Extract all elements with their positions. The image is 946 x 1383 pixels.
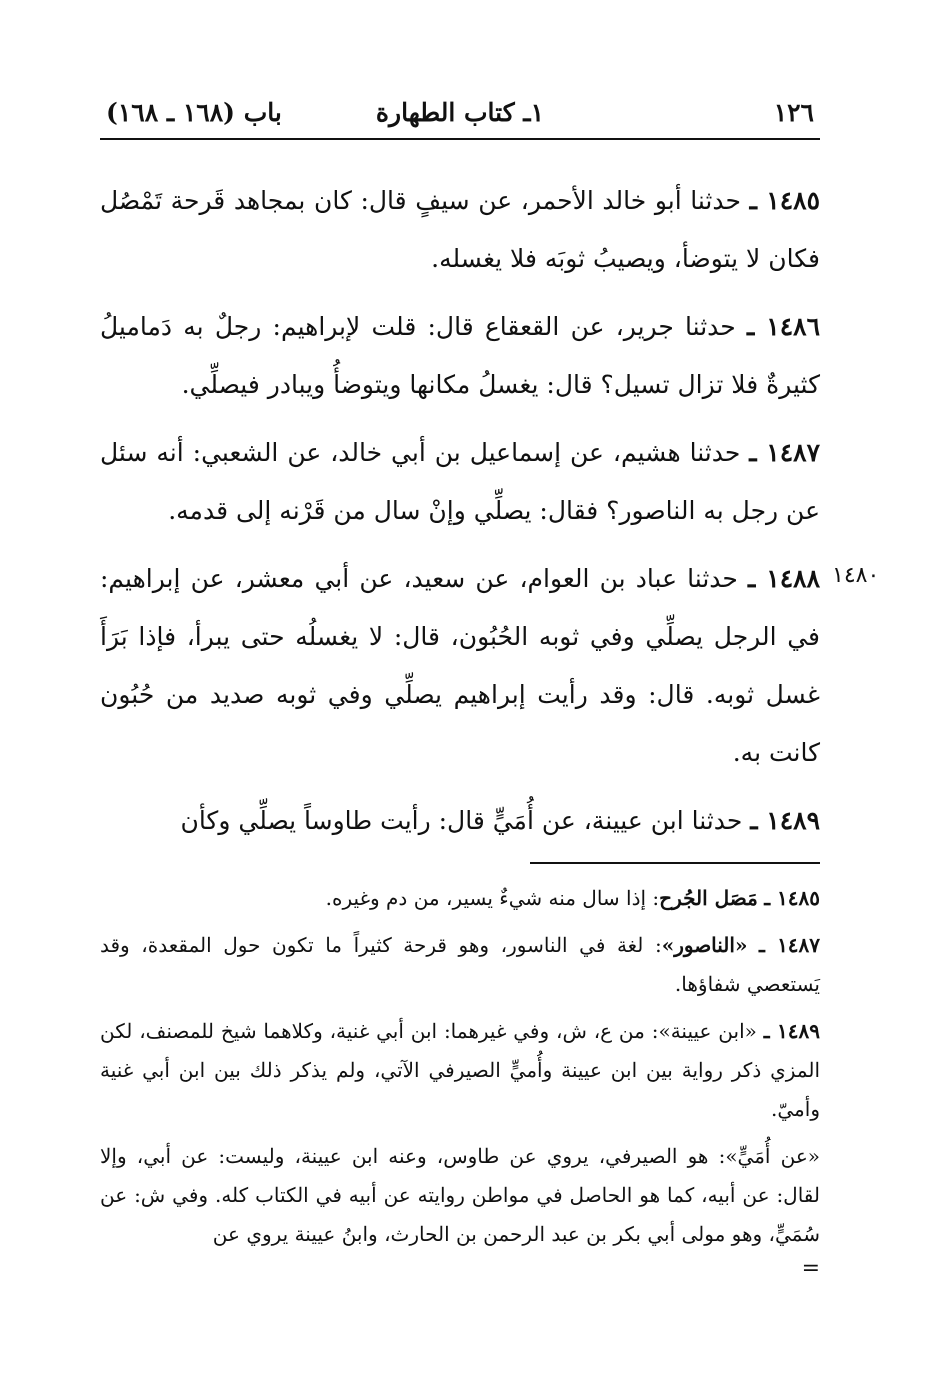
margin-number: ١٤٨٠ xyxy=(832,563,880,588)
hadith-text-line: سئل عن رجل به الناصور؟ فقال: يصلِّي وإنْ سال من قَرْنه إلى قدمه. xyxy=(100,438,820,525)
hadith-text-line: حدثنا ابن عيينة، عن أُمَيٍّ قال: رأيت طاوساً يصلِّي وكأن xyxy=(180,806,743,835)
footnote-1485 xyxy=(100,879,820,918)
continuation-mark: = xyxy=(801,1256,820,1281)
book-title: ١ـ كتاب الطهارة xyxy=(375,98,545,127)
hadith-number: ١٤٨٦ ـ xyxy=(746,312,820,341)
hadith-text-line: فإذا بَرَأَ غسل ثوبه. قال: وقد رأيت إبراهيم يصلِّي وفي ثوبه صديد من xyxy=(100,622,820,709)
footnote-1489-continued xyxy=(100,1137,820,1254)
footnote-term: «ابن عيينة» xyxy=(658,1019,757,1043)
footnote-rule xyxy=(530,862,820,864)
hadith-text-line: حدثنا أبو خالد الأحمر، عن سيفٍ قال: كان بمجاهد قَرحة xyxy=(170,186,741,215)
page-number: ١٢٦ xyxy=(773,98,814,127)
footnote-text-line: : إذا سال منه شيءٌ يسير، من دم وغيره. xyxy=(325,886,660,910)
hadith-text-line: تَمْصُل فكان لا يتوضأ، ويصيبُ ثوبَه فلا يغسله. xyxy=(100,186,820,273)
footnote-text-line: : لغة في الناسور، وهو قرحة كثيراً ما تكون حول المقعدة، xyxy=(141,933,662,957)
hadith-text-line: حدثنا جرير، عن القعقاع قال: قلت لإبراهيم: رجلٌ به xyxy=(183,312,736,341)
hadith-number: ١٤٨٩ ـ xyxy=(750,806,820,835)
hadith-text-line: حُبُون كانت به. xyxy=(100,680,820,767)
footnote-1487 xyxy=(100,926,820,1004)
hadith-text-line: دَماميلُ كثيرةٌ فلا تزال تسيل؟ قال: يغسلُ مكانها ويتوضأُ ويبادر فيصلِّي. xyxy=(100,312,820,399)
footnote-text-line: «عن أُمَيٍّ»: هو الصيرفي، يروي عن طاوس، وعنه ابن عيينة، وليست: عن أبي، xyxy=(136,1144,821,1168)
footnote-text-line: ش: عن سُمَيٍّ، وهو مولى أبي بكر بن عبد الرحمن بن الحارث، وابنُ عيينة يروي عن xyxy=(100,1183,820,1246)
hadith-1489 xyxy=(100,792,820,850)
hadith-1487 xyxy=(100,424,820,540)
hadith-1485 xyxy=(100,172,820,288)
footnote-number: ١٤٨٥ ـ xyxy=(764,886,820,910)
hadith-1488 xyxy=(100,550,820,782)
footnote-term: مَصَل الجُرح xyxy=(659,886,758,910)
hadith-number: ١٤٨٥ ـ xyxy=(749,186,820,215)
footnote-term: «الناصور» xyxy=(661,933,748,957)
hadith-number: ١٤٨٨ ـ xyxy=(748,564,820,593)
footnote-number: ١٤٨٩ ـ xyxy=(763,1019,821,1043)
footnote-text-line: للمصنف، لكن المزي ذكر رواية بين ابن عيينة وأُميٍّ الصيرفي الآتي، ولم يذكر ذلك xyxy=(100,1019,821,1082)
footnote-text-line: بين ابن أبي غنية وأميّ. xyxy=(100,1058,820,1121)
hadith-1486 xyxy=(100,298,820,414)
footnote-1489 xyxy=(100,1012,820,1129)
hadith-number: ١٤٨٧ ـ xyxy=(749,438,820,467)
hadith-text-line: إبراهيم: في الرجل يصلِّي وفي ثوبه الحُبُون، قال: لا يغسلُه حتى يبرأ، xyxy=(100,564,821,651)
footnote-text-line: : من ع، ش، وفي غيرهما: ابن أبي غنية، وكلاهما شيخ xyxy=(220,1019,659,1043)
footnote-number: ١٤٨٧ ـ xyxy=(759,933,821,957)
chapter-range: باب (١٦٨ ـ ١٦٨) xyxy=(106,98,282,127)
page-body xyxy=(100,90,820,850)
hadith-text-line: حدثنا هشيم، عن إسماعيل بن أبي خالد، عن الشعبي: أنه xyxy=(156,438,741,467)
hadith-text-line: حدثنا عباد بن العوام، عن سعيد، عن أبي معشر، عن xyxy=(190,564,738,593)
running-header xyxy=(100,90,820,140)
footnotes xyxy=(100,862,820,1284)
footnote-text-line: وإلا لقال: عن أبيه، كما هو الحاصل في مواطن روايته عن أبيه في الكتاب كله. وفي xyxy=(100,1144,821,1207)
footnote-text-line: وقد يَستعصي شفاؤها. xyxy=(100,933,820,996)
